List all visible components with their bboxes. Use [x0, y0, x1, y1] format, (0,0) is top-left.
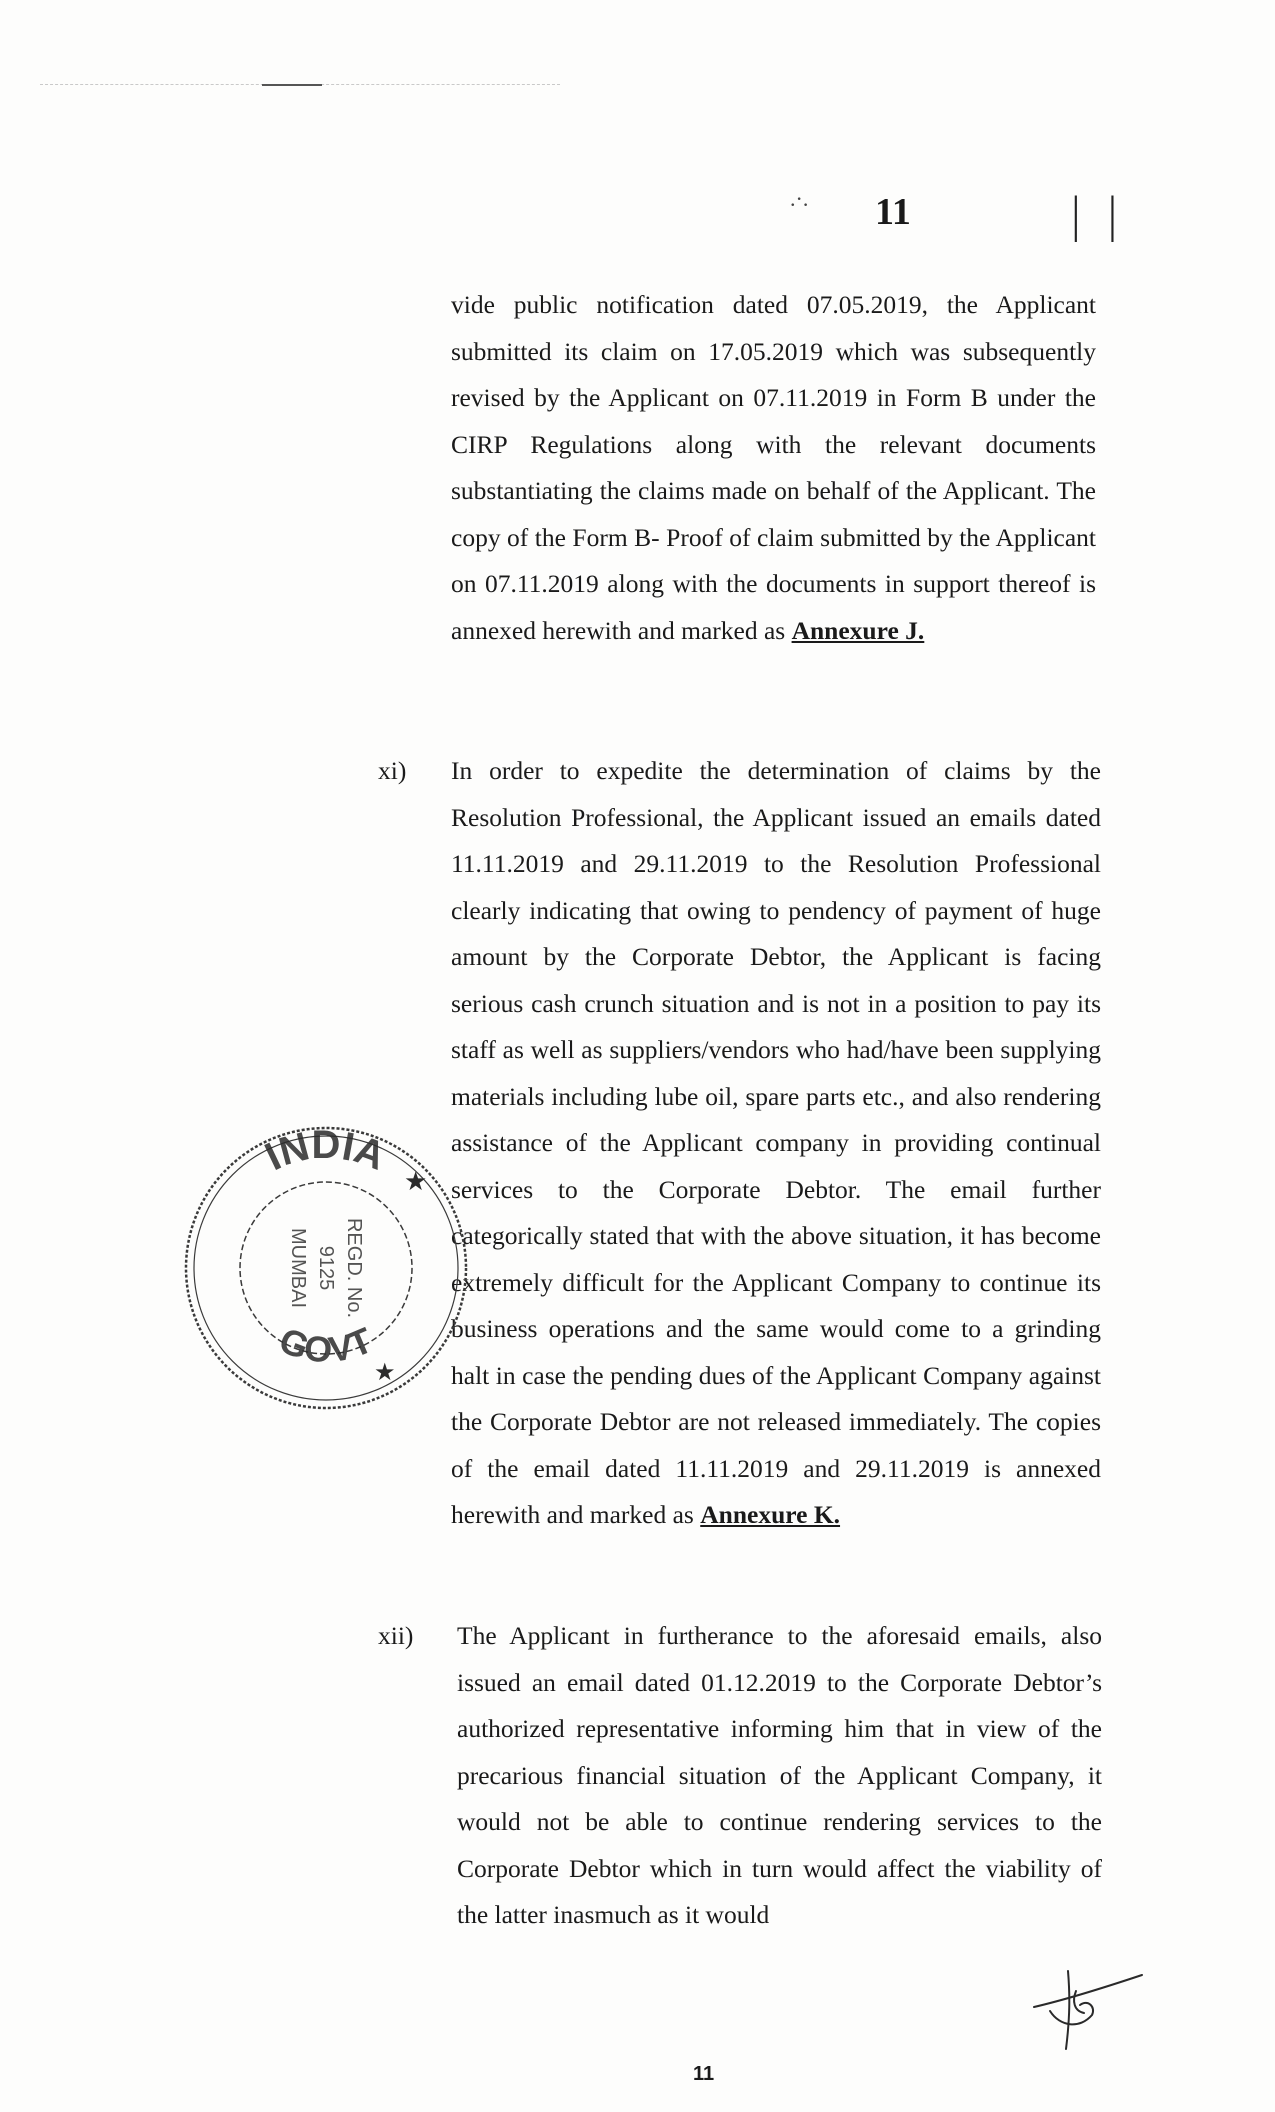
- annexure-k-reference: Annexure K.: [700, 1500, 841, 1529]
- paragraph-text: vide public notification dated 07.05.2019, the Applicant submitted its claim on 17.05.2019 which was subsequently revised by the Applicant on 07.11.2019 in Form B under the CIRP Regulations along with the relevant documents substantiating the claims made on behalf of the Applicant. The copy of the Form B- Proof of claim submitted by the Applicant on 07.11.2019 along with the documents in support thereof is annexed herewith and marked as: [451, 290, 1096, 645]
- scan-artifact-dash: [262, 84, 322, 86]
- stamp-ring-top-path: INDIA: [258, 1123, 392, 1180]
- continued-paragraph: [451, 282, 1096, 654]
- header-page-number: 11: [875, 191, 911, 233]
- notary-stamp: [176, 1118, 476, 1418]
- stamp-star-icon: ★: [374, 1358, 396, 1386]
- paragraph-number-xii: xii): [378, 1621, 414, 1650]
- paragraph-text: In order to expedite the determination of claims by the Resolution Professional, the Applicant issued an emails dated 11.11.2019 and 29.11.2019 to the Resolution Professional clearly indicating that owing to pendency of payment of huge amount by the Corporate Debtor, the Applicant is facing serious cash crunch situation and is not in a position to pay its staff as well as suppliers/vendors who had/have been supplying materials including lube oil, spare parts etc., and also rendering assistance of the Applicant company in providing continual services to the Corporate Debtor. The email further categorically stated that with the above situation, it has become extremely difficult for the Applicant Company to continue its business operations and the same would come to a grinding halt in case the pending dues of the Applicant Company against the Corporate Debtor are not released immediately. The copies of the email dated 11.11.2019 and 29.11.2019 is annexed herewith and marked as: [451, 756, 1101, 1529]
- stamp-center-line-2: 9125: [315, 1245, 337, 1291]
- stamp-ring-bottom-path: GOVT: [273, 1319, 379, 1371]
- header-marks: .·.: [790, 186, 809, 211]
- paragraph-xii: [457, 1613, 1102, 1939]
- stamp-center-line-1: REGD. No.: [343, 1217, 365, 1319]
- stamp-ring-bottom-text: [274, 1319, 378, 1370]
- annexure-j-reference: Annexure J.: [791, 615, 925, 645]
- stamp-star-icon: ★: [404, 1167, 428, 1197]
- paragraph-text: The Applicant in furtherance to the aforesaid emails, also issued an email dated 01.12.2019 to the Corporate Debtor’s authorized representative informing him that in view of the precarious financial situation of the Applicant Company, it would not be able to continue rendering services to the Corporate Debtor which in turn would affect the viability of the latter inasmuch as it would: [457, 1621, 1102, 1929]
- handwritten-page-mark: | |: [1068, 188, 1127, 242]
- stamp-ring-top-text: [259, 1123, 392, 1179]
- paragraph-number-xi: xi): [378, 756, 407, 785]
- footer-page-number: 11: [693, 2063, 715, 2085]
- paragraph-xi: [451, 748, 1101, 1539]
- stamp-center-line-3: MUMBAI: [287, 1228, 309, 1308]
- signature-icon: [1030, 1955, 1145, 2055]
